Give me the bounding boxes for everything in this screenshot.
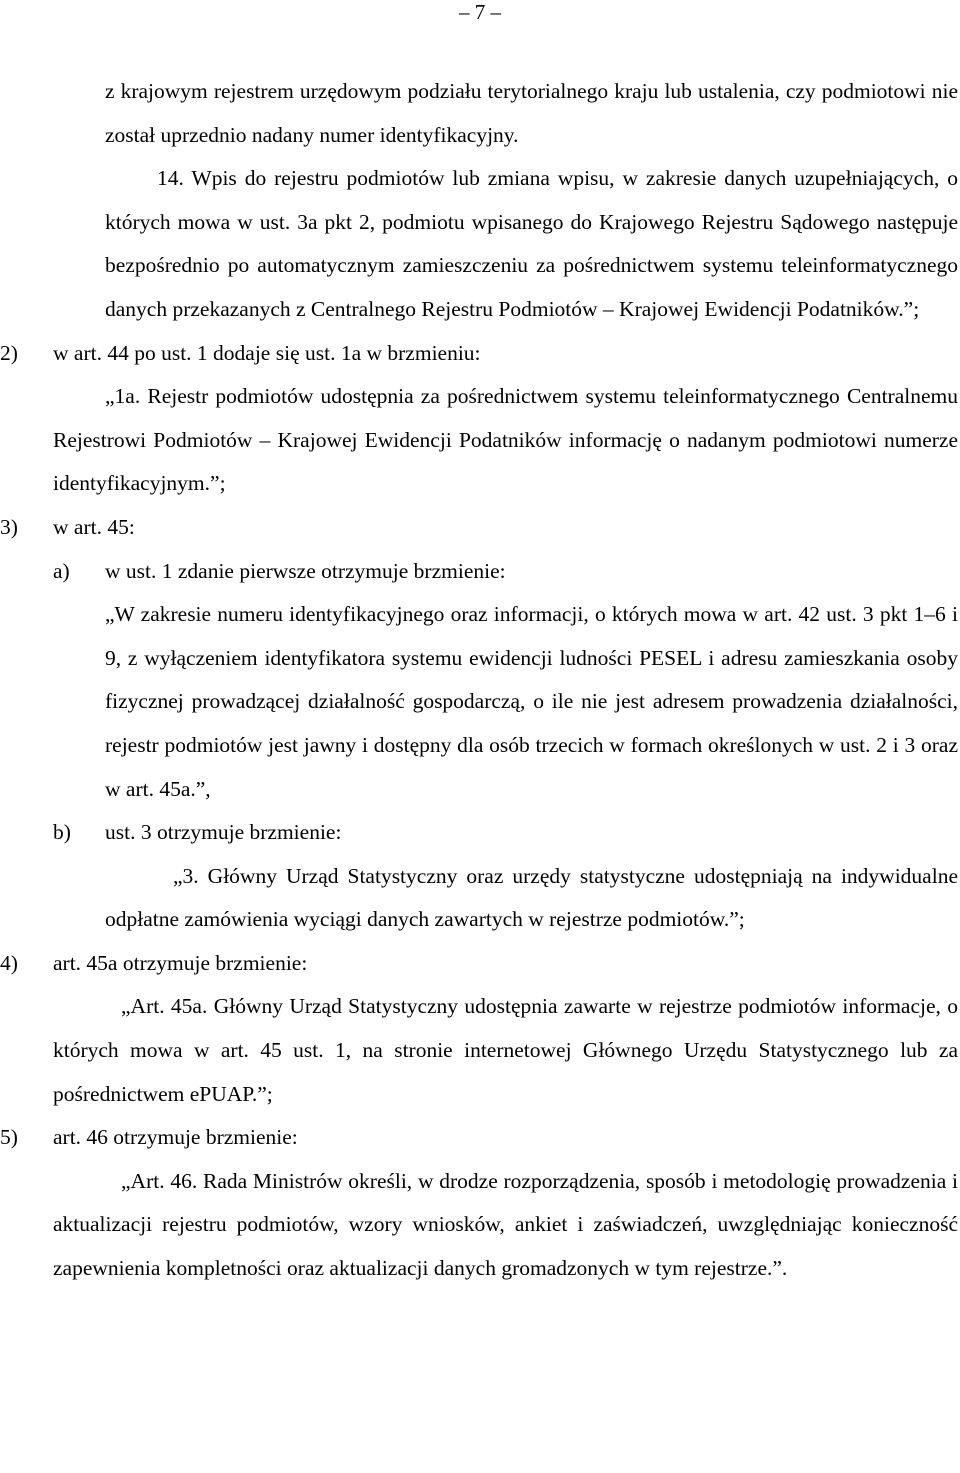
item-number: 3) bbox=[0, 514, 18, 539]
paragraph-continuation: z krajowym rejestrem urzędowym podziału terytorialnego kraju lub ustalenia, czy podmiotowi nie został uprzednio nadany numer identyfikacyjny. bbox=[105, 79, 958, 147]
item-number: 5) bbox=[0, 1125, 18, 1150]
sub-item-b bbox=[0, 811, 960, 855]
sub-item-a bbox=[0, 550, 960, 594]
list-item-4 bbox=[0, 942, 960, 986]
sub-item-text: w ust. 1 zdanie pierwsze otrzymuje brzmienie: bbox=[105, 558, 506, 583]
item-text: art. 45a otrzymuje brzmienie: bbox=[53, 950, 308, 975]
item-text: w art. 45: bbox=[53, 514, 135, 539]
quoted-paragraph-art45-ust3: „3. Główny Urząd Statystyczny oraz urzędy statystyczne udostępniają na indywidualne odpłatne zamówienia wyciągi danych zawartych w rejestrze podmiotów.”; bbox=[105, 863, 958, 932]
document-body bbox=[0, 70, 960, 1291]
quoted-paragraph-1a: „1a. Rejestr podmiotów udostępnia za pośrednictwem systemu teleinformatycznego Centralnemu Rejestrowi Podmiotów – Krajowej Ewidencji Podatników informację o nadanym podmiotowi numerze identyfikacyjnym.”; bbox=[53, 384, 958, 496]
item-text: w art. 44 po ust. 1 dodaje się ust. 1a w brzmieniu: bbox=[53, 340, 481, 365]
quoted-paragraph-art45a: „Art. 45a. Główny Urząd Statystyczny udostępnia zawarte w rejestrze podmiotów informacje, o których mowa w art. 45 ust. 1, na stronie internetowej Głównego Urzędu Statystycznego lub za pośrednictwem ePUAP.”; bbox=[53, 994, 958, 1106]
sub-item-text: ust. 3 otrzymuje brzmienie: bbox=[105, 820, 342, 845]
quoted-paragraph-art45-ust1: „W zakresie numeru identyfikacyjnego oraz informacji, o których mowa w art. 42 ust. 3 pkt 1–6 i 9, z wyłączeniem identyfikatora systemu ewidencji ludności PESEL i adresu zamieszkania osoby fizycznej prowadzącej działalność gospodarczą, o ile nie jest adresem prowadzenia działalności, rejestr podmiotów jest jawny i dostępny dla osób trzecich w formach określonych w ust. 2 i 3 oraz w art. 45a.”, bbox=[105, 602, 958, 801]
paragraph-14: 14. Wpis do rejestru podmiotów lub zmiana wpisu, w zakresie danych uzupełniających, o których mowa w ust. 3a pkt 2, podmiotu wpisanego do Krajowego Rejestru Sądowego następuje bezpośrednio po automatycznym zamieszczeniu za pośrednictwem systemu teleinformatycznego danych przekazanych z Centralnego Rejestru Podmiotów – Krajowej Ewidencji Podatników.”; bbox=[105, 166, 958, 321]
sub-item-letter: a) bbox=[53, 558, 70, 583]
list-item-3 bbox=[0, 506, 960, 550]
list-item-5 bbox=[0, 1116, 960, 1160]
item-text: art. 46 otrzymuje brzmienie: bbox=[53, 1125, 298, 1150]
sub-item-letter: b) bbox=[53, 820, 71, 845]
item-number: 2) bbox=[0, 340, 18, 365]
item-number: 4) bbox=[0, 950, 18, 975]
page-number: – 7 – bbox=[459, 0, 501, 24]
list-item-2 bbox=[0, 332, 960, 376]
quoted-paragraph-art46: „Art. 46. Rada Ministrów określi, w drodze rozporządzenia, sposób i metodologię prowadzenia i aktualizacji rejestru podmiotów, wzory wniosków, ankiet i zaświadczeń, uwzględniając konieczność zapewnienia kompletności oraz aktualizacji danych gromadzonych w tym rejestrze.”. bbox=[53, 1168, 958, 1281]
